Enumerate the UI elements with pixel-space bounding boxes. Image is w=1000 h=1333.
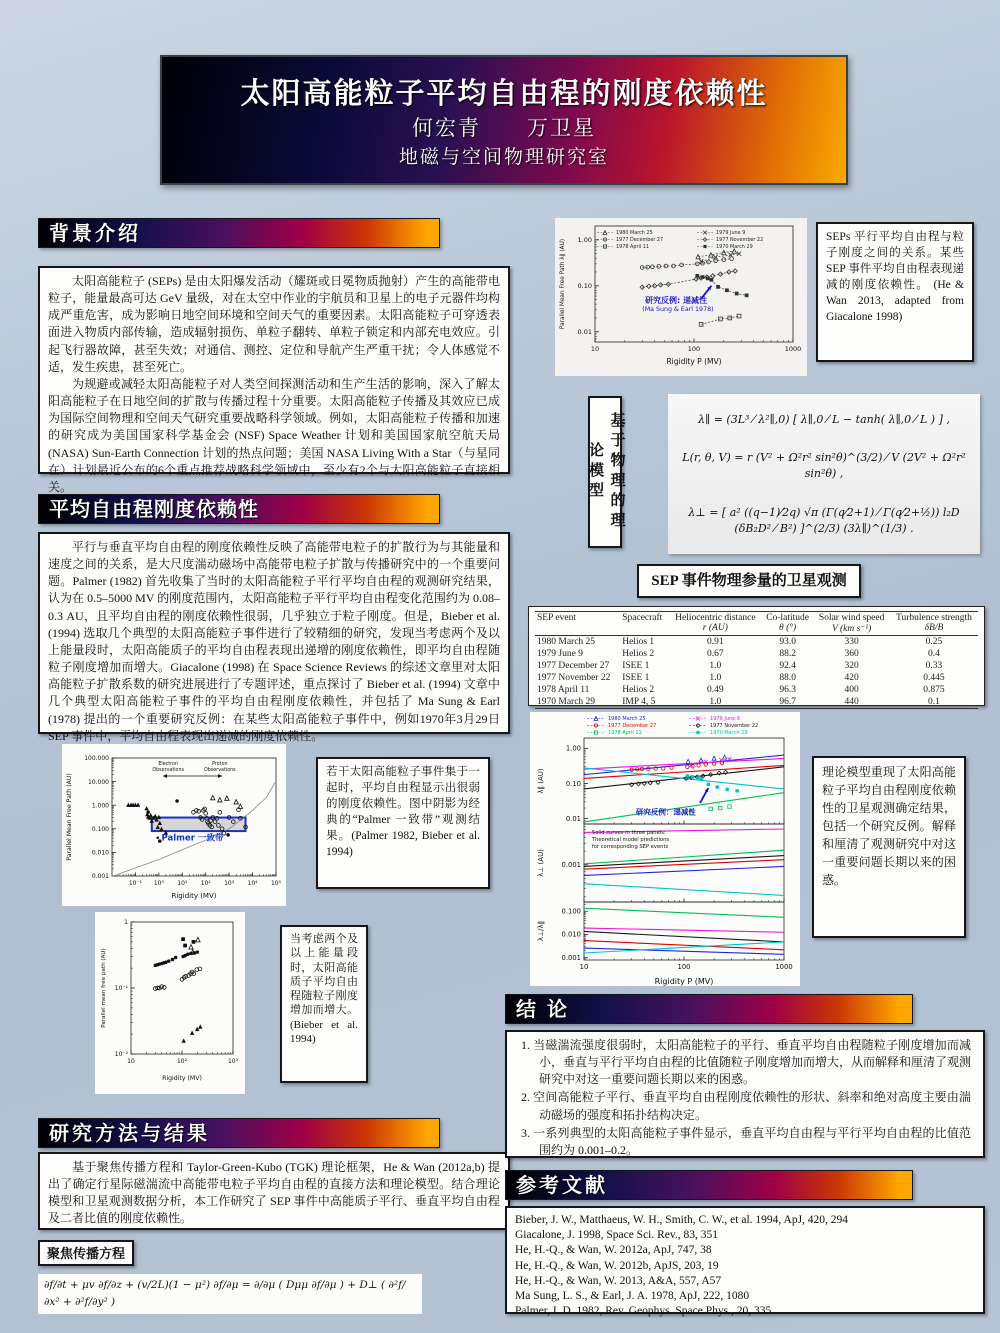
svg-text:0.010: 0.010: [561, 930, 581, 939]
svg-text:1970 March 29: 1970 March 29: [716, 244, 753, 250]
svg-text:1000: 1000: [775, 963, 793, 971]
svg-text:λ⊥ (AU): λ⊥ (AU): [537, 849, 545, 877]
conclusions-list: [515, 1037, 975, 1159]
svg-text:Rigidity (MV): Rigidity (MV): [171, 892, 217, 900]
section-header-references-label: 参考文献: [516, 1175, 608, 1197]
transport-equation-text: ∂f/∂t + μv ∂f/∂z + (v/2L)(1 − μ²) ∂f/∂μ = ∂/∂μ ( Dμμ ∂f/∂μ ) + D⊥ ( ∂²f/∂x² + ∂²f/∂y² ): [44, 1279, 406, 1309]
svg-text:1977 December 27: 1977 December 27: [608, 723, 657, 729]
top-right-note-box: [816, 222, 974, 362]
background-text-box: [38, 266, 510, 494]
svg-text:Parallel mean free path (AU): Parallel mean free path (AU): [101, 948, 107, 1028]
section-header-methods-label: 研究方法与结果: [49, 1123, 210, 1145]
table-cell: ISEE 1: [622, 673, 650, 683]
table-cell: 360: [844, 649, 859, 659]
svg-text:0.010: 0.010: [91, 849, 109, 857]
reference-item: Palmer, I. D. 1982, Rev. Geophys. Space Phys., 20, 335: [515, 1305, 772, 1318]
svg-text:1.000: 1.000: [91, 802, 109, 810]
table-row: [535, 672, 978, 684]
table-row: [535, 696, 978, 709]
svg-text:1.00: 1.00: [577, 236, 592, 245]
bieber-note-text: 当考虑两个及以上能量段时，太阳高能质子平均自由程随粒子刚度增加而增大。(Bieber et al. 1994): [290, 933, 358, 1046]
model-note-box: [812, 756, 966, 938]
sep-table-panel: [528, 606, 985, 706]
svg-text:1: 1: [124, 919, 128, 927]
table-cell: 330: [844, 637, 859, 647]
table-cell: 1978 April 11: [537, 685, 590, 695]
svg-text:Rigidity P (MV): Rigidity P (MV): [654, 977, 714, 986]
table-cell: IMP 4, 5: [622, 697, 656, 707]
table-cell: 96.7: [779, 697, 796, 707]
svg-text:for corresponding SEP events: for corresponding SEP events: [591, 844, 669, 850]
references-box: [505, 1206, 985, 1318]
palmer-note-text: 若干太阳高能粒子事件集于一起时，平均自由程显示出很弱的刚度依赖性。图中阴影为经典的“Palmer 一致带”观测结果。(Palmer 1982, Bieber et al. 1994): [326, 766, 480, 859]
table-cell: 1.0: [709, 673, 722, 683]
svg-text:1978 April 11: 1978 April 11: [608, 730, 642, 736]
svg-text:10⁵: 10⁵: [270, 880, 282, 887]
table-cell: 96.3: [779, 685, 796, 695]
reference-item: Bieber, J. W., Matthaeus, W. H., Smith, C. W., et al. 1994, ApJ, 420, 294: [515, 1214, 849, 1226]
svg-text:10: 10: [590, 345, 600, 353]
svg-text:1977 December 27: 1977 December 27: [616, 237, 664, 243]
table-cell: 1.0: [709, 661, 722, 671]
table-cell: 0.4: [928, 649, 940, 659]
poster-affiliation: 地磁与空间物理研究室: [398, 147, 609, 168]
svg-text:0.10: 0.10: [565, 779, 581, 788]
svg-text:Electron: Electron: [158, 762, 179, 767]
conclusion-item: 3. 一系列典型的太阳高能粒子事件显示，垂直平均自由程与平行平均自由程的比值范围约为 0.001–0.2。: [521, 1125, 971, 1157]
table-row: [535, 660, 978, 672]
transport-equation: [38, 1274, 422, 1314]
svg-text:1000: 1000: [784, 345, 802, 353]
rigidity-paragraph: 平行与垂直平均自由程的刚度依赖性反映了高能带电粒子的扩散行为与其能量和速度之间的关系，是大尺度湍动磁场中高能带电粒子扩散与传播研究中的一个重要问题。Palmer (1982) 首先收集了当时的太阳高能粒子平行平均自由程的观测研究结果，认为在 0.5–5000 MV 的刚度范围内，太阳高能粒子平行平均自由程变化范围约为 0.08–0.3 AU，且平均自由程的刚度依赖性很弱，几乎独立于粒子刚度。但是，Bieber et al. (1994) 选取几个典型的太阳高能粒子事件进行了较精细的研究，发现当考虑两个及以上能量段时，太阳高能质子的平均自由程表现出递增的刚度依赖性，即平均自由程随粒子刚度增加而增大。Giacalone (1998) 在 Space Science Reviews 的综述文章里对太阳高能粒子扩散系数的研究进展进行了专题评述，重点探讨了 Bieber et al. (1994) 文章中几个典型太阳高能粒子事件的平均自由程刚度依赖性，并包括了 Ma Sung & Earl (1978) 提出的一个重要研究反例：在某些太阳高能粒子事件中，例如1970年3月29日 SEP 事件中，平均自由程表现出递减的刚度依赖性。: [48, 540, 500, 743]
svg-text:1980 March 25: 1980 March 25: [616, 230, 653, 236]
table-cell: 0.49: [707, 685, 724, 695]
svg-text:100: 100: [687, 345, 701, 353]
svg-text:1970 March 29: 1970 March 29: [710, 730, 748, 736]
rigidity-text-box: [38, 532, 510, 743]
conclusion-item: 1. 当磁湍流强度很弱时，太阳高能粒子的平行、垂直平均自由程随粒子刚度增加而减小，垂直与平行平均自由程的比值随粒子刚度增加而增大，从而解释和厘清了观测研究中对这一重要问题长期以来的困惑。: [521, 1038, 972, 1087]
svg-text:Solid curves in three panels:: Solid curves in three panels:: [591, 830, 666, 836]
svg-text:研究反例: 递减性: 研究反例: 递减性: [645, 296, 707, 306]
svg-text:10³: 10³: [227, 1058, 239, 1065]
table-cell: 93.0: [779, 637, 796, 647]
section-header-conclusions-label: 结 论: [516, 999, 570, 1021]
table-header: Co-latitude θ (°): [762, 612, 814, 636]
table-header: SEP event: [535, 612, 620, 636]
references-list: [515, 1213, 975, 1319]
reference-item: He, H.-Q., & Wan, W. 2013, A&A, 557, A57: [515, 1274, 722, 1287]
svg-text:100.000: 100.000: [84, 755, 109, 763]
table-cell: 0.25: [925, 637, 943, 647]
transport-eq-label-box: [38, 1240, 134, 1266]
table-row: [535, 648, 978, 660]
table-cell: 320: [844, 661, 859, 671]
table-cell: 440: [844, 697, 859, 707]
svg-text:10⁻¹: 10⁻¹: [128, 880, 143, 887]
svg-text:10.000: 10.000: [88, 778, 109, 786]
table-cell: Helios 1: [622, 637, 655, 647]
table-cell: 1.0: [709, 697, 722, 707]
background-paragraph-1: 太阳高能粒子 (SEPs) 是由太阳爆发活动（耀斑或日冕物质抛射）产生的高能带电粒子，能量最高可达 GeV 量级，对在太空中作业的宇航员和卫星上的电子元器件均构成严重危害，成为影响日地空间环境和空间天气的重要因素。太阳高能粒子可穿透表面进入物质内部传输，造成辐射损伤、单粒子翻转、单粒子锁定和内部充电效应。引起飞行器故障，甚至失效；对通信、测控、定位和导航产生严重干扰；令人体感觉不适，发生疾患，甚至死亡。: [48, 274, 500, 374]
svg-text:Proton: Proton: [212, 762, 228, 767]
svg-text:10⁻¹: 10⁻¹: [114, 985, 128, 993]
svg-text:Observations: Observations: [203, 768, 236, 773]
methods-paragraph: 基于聚焦传播方程和 Taylor-Green-Kubo (TGK) 理论框架，He & Wan (2012a,b) 提出了确定行星际磁湍流中高能带电粒子平均自由程的直接方法和理论模型。结合理论模型和卫星观测数据分析，本工作研究了 SEP 事件中高能质子平行、垂直平均自由程及二者比值的刚度依赖性。: [48, 1160, 500, 1226]
svg-text:研究反例：递减性: 研究反例：递减性: [635, 807, 696, 817]
table-cell: 0.67: [707, 649, 724, 659]
model-note-text: 理论模型重现了太阳高能粒子平均自由程刚度依赖性的卫星观测确定结果，包括一个研究反例。解释和厘清了观测研究中对这一重要问题长期以来的困惑。: [822, 765, 956, 887]
background-paragraph-2: 为规避或减轻太阳高能粒子对人类空间探测活动和生产生活的影响，深入了解太阳高能粒子在日地空间的扩散与传播过程十分重要。太阳高能粒子传播及其效应已成为国际空间物理和空间天气研究重要战略科学领域。例如，太阳高能粒子传播和加速的研究成为美国国家科学基金会 (NSF) Space Weather 计划和美国国家航空航天局 (NASA) Sun-Earth Connection 计划的热点问题；美国 NASA Living With a Star（与星同在）计划最近公布的6个重点推荐战略科学领域中，至少有2个与太阳高能粒子直接相关。: [48, 376, 500, 494]
table-cell: 1977 November 22: [537, 673, 611, 683]
methods-text-box: [38, 1152, 510, 1230]
svg-text:(Ma Sung & Earl 1978): (Ma Sung & Earl 1978): [642, 306, 714, 314]
poster-authors: 何宏青 万卫星: [412, 116, 596, 140]
reference-item: Giacalone, J. 1998, Space Sci. Rev., 83, 351: [515, 1229, 719, 1242]
table-cell: 1980 March 25: [537, 637, 596, 647]
table-row: [535, 684, 978, 696]
section-header-background-label: 背景介绍: [49, 223, 141, 245]
section-header-background: [38, 218, 440, 248]
table-cell: 1979 June 9: [537, 649, 583, 659]
table-cell: 0.875: [923, 685, 945, 695]
svg-text:10²: 10²: [200, 880, 211, 887]
svg-text:10³: 10³: [224, 880, 235, 887]
svg-text:0.100: 0.100: [91, 826, 109, 833]
svg-text:λ∥ (AU): λ∥ (AU): [537, 768, 545, 794]
svg-text:Theoretical model predictions: Theoretical model predictions: [591, 837, 670, 843]
svg-text:Parallel Mean Free Path (AU): Parallel Mean Free Path (AU): [66, 773, 73, 861]
model-equation-3: λ⊥ = [ a² ((q−1)⁄2q) √π (Γ(q⁄2+1) ⁄ Γ(q⁄2+½)) l₂D (δB₂D² ⁄ B²) ]^(2/3) (3λ∥)^(1/3) .: [688, 505, 960, 535]
reference-item: Ma Sung, L. S., & Earl, J. A. 1978, ApJ, 222, 1080: [515, 1289, 750, 1302]
bieber-rigidity-chart: [95, 912, 245, 1094]
reference-item: He, H.-Q., & Wan, W. 2012b, ApJS, 203, 19: [515, 1259, 719, 1272]
svg-text:10⁰: 10⁰: [153, 880, 164, 887]
svg-text:0.001: 0.001: [91, 873, 109, 881]
table-header: Solar wind speed V (km s⁻¹): [813, 612, 890, 636]
section-header-rigidity-label: 平均自由程刚度依赖性: [49, 499, 259, 521]
conclusion-item: 2. 空间高能粒子平行、垂直平均自由程刚度依赖性的形状、斜率和绝对高度主要由湍动磁场的强度和拓扑结构决定。: [521, 1090, 971, 1122]
table-cell: 0.33: [925, 661, 943, 671]
poster-title: 太阳高能粒子平均自由程的刚度依赖性: [240, 78, 768, 110]
svg-text:0.001: 0.001: [561, 953, 581, 962]
svg-text:Parallel Mean Free Path λ∥ (AU: Parallel Mean Free Path λ∥ (AU): [560, 238, 566, 330]
table-cell: ISEE 1: [622, 661, 650, 671]
table-cell: 0.91: [707, 637, 724, 647]
top-right-note-text: SEPs 平行平均自由程与粒子刚度之间的关系。某些 SEP 事件平均自由程表现递减的刚度依赖性。 (He & Wan 2013, adapted from Giacalone 1998): [826, 231, 964, 324]
model-equation-1: λ∥ = (3L³ ⁄ λ²∥,0) [ λ∥,0 ⁄ L − tanh( λ∥,0 ⁄ L ) ] ,: [698, 412, 950, 426]
svg-text:Rigidity P (MV): Rigidity P (MV): [666, 357, 722, 366]
svg-text:10¹: 10¹: [177, 880, 188, 887]
table-header: Heliocentric distance r (AU): [669, 612, 762, 636]
table-row: [535, 636, 978, 649]
svg-text:0.01: 0.01: [565, 814, 581, 823]
svg-text:0.100: 0.100: [561, 907, 581, 916]
title-banner: [160, 55, 848, 185]
svg-text:10⁻²: 10⁻²: [114, 1051, 128, 1059]
svg-text:10⁴: 10⁴: [247, 880, 258, 887]
table-cell: 1977 December 27: [537, 661, 610, 671]
sep-table: [535, 611, 978, 709]
svg-text:0.01: 0.01: [577, 327, 592, 336]
table-cell: Helios 2: [622, 685, 655, 695]
table-cell: 1970 March 29: [537, 697, 596, 707]
table-cell: 0.445: [923, 673, 945, 683]
table-cell: Helios 2: [622, 649, 655, 659]
table-cell: 0.1: [928, 697, 940, 707]
three-panel-model-chart: [530, 712, 800, 986]
table-header: Spacecraft: [620, 612, 669, 636]
model-vertical-label-box: [587, 396, 625, 548]
table-title-box: [637, 564, 861, 598]
svg-text:Palmer 一致带: Palmer 一致带: [161, 833, 224, 844]
svg-text:λ⊥/λ∥: λ⊥/λ∥: [537, 920, 545, 942]
model-equations-box: [668, 394, 980, 554]
conclusions-box: [505, 1030, 985, 1158]
transport-eq-label: 聚焦传播方程: [46, 1246, 125, 1261]
table-cell: 92.4: [779, 661, 796, 671]
svg-text:0.001: 0.001: [561, 860, 581, 869]
palmer-note-box: [316, 757, 490, 889]
model-vertical-label: 基于物理的理论模型: [587, 412, 625, 532]
section-header-references: [505, 1170, 913, 1200]
table-header: Turbulence strength δB/B: [890, 612, 978, 636]
svg-text:1977 November 22: 1977 November 22: [716, 237, 764, 243]
table-cell: 88.2: [779, 649, 796, 659]
svg-text:1977 November 22: 1977 November 22: [710, 723, 759, 729]
svg-text:10²: 10²: [176, 1058, 188, 1065]
section-header-rigidity: [38, 494, 440, 524]
section-header-methods: [38, 1118, 440, 1148]
table-cell: 88.0: [779, 673, 796, 683]
section-header-conclusions: [505, 994, 913, 1024]
svg-text:1.00: 1.00: [565, 744, 581, 753]
svg-text:1980 March 25: 1980 March 25: [608, 716, 646, 722]
model-equation-2: L(r, θ, V) = r (V² + Ω²r² sin²θ)^(3/2) ⁄ V (2V² + Ω²r² sin²θ) ,: [682, 451, 966, 481]
table-cell: 420: [844, 673, 859, 683]
svg-text:10: 10: [579, 963, 589, 971]
svg-text:1979 June 9: 1979 June 9: [710, 716, 740, 722]
svg-text:10: 10: [127, 1058, 135, 1065]
reference-item: He, H.-Q., & Wan, W. 2012a, ApJ, 747, 38: [515, 1244, 712, 1257]
svg-text:0.10: 0.10: [577, 282, 592, 291]
giacalone-lambda-chart: [555, 218, 807, 376]
svg-text:Rigidity (MV): Rigidity (MV): [162, 1075, 202, 1082]
svg-text:100: 100: [677, 963, 691, 971]
table-cell: 400: [844, 685, 859, 695]
table-title: SEP 事件物理参量的卫星观测: [651, 573, 847, 589]
svg-text:1979 June 9: 1979 June 9: [716, 230, 746, 236]
palmer-consensus-chart: [62, 744, 286, 906]
svg-text:Observations: Observations: [152, 768, 185, 773]
bieber-note-box: [280, 925, 368, 1083]
svg-text:1978 April 11: 1978 April 11: [616, 244, 649, 250]
